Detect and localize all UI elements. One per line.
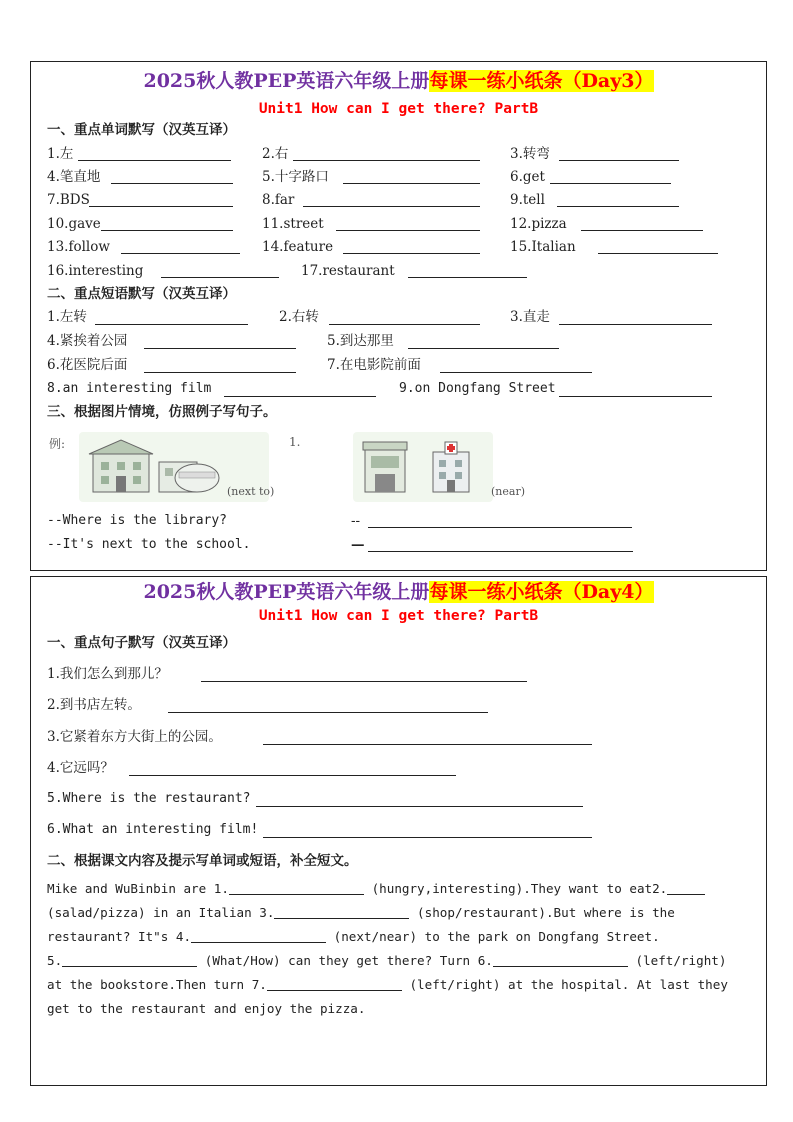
day4-section2-heading: 二、根据课文内容及提示写单词或短语，补全短文。 [47, 853, 358, 869]
day3-subtitle: Unit1 How can I get there? PartB [258, 101, 539, 117]
answer-blank[interactable] [303, 206, 480, 207]
day3-section2-heading: 二、重点短语默写（汉英互译） [47, 286, 236, 302]
word-item: 1.左 [47, 146, 74, 162]
answer-blank[interactable] [263, 837, 592, 838]
answer-blank[interactable] [144, 348, 296, 349]
sentence-item: 2.到书店左转。 [47, 697, 141, 713]
phrase-item: 4.紧挨着公园 [47, 333, 128, 349]
answer-blank[interactable] [559, 160, 679, 161]
word-item: 10.gave [47, 216, 101, 232]
day3-worksheet [30, 61, 767, 571]
word-item: 8.far [262, 192, 295, 208]
phrase-item: 7.在电影院前面 [327, 357, 421, 373]
word-item: 7.BDS [47, 192, 90, 208]
answer-prefix: — [351, 537, 365, 553]
word-item: 3.转弯 [510, 146, 550, 162]
answer-blank[interactable] [550, 183, 671, 184]
word-item: 2.右 [262, 146, 289, 162]
word-item: 4.笔直地 [47, 169, 101, 185]
day4-worksheet [30, 576, 767, 1086]
example-label: 例: [49, 437, 66, 451]
day3-title: 2025秋人教PEP英语六年级上册每课一练小纸条（Day3） [143, 70, 654, 92]
cloze-line-5: at the bookstore.Then turn 7. (left/right) at the hospital. At last they [47, 977, 728, 992]
answer-blank[interactable] [201, 681, 527, 682]
answer-blank[interactable] [581, 230, 703, 231]
cloze-passage [47, 877, 728, 1021]
cloze-line-3: restaurant? It"s 4. (next/near) to the park on Dongfang Street. [47, 929, 660, 944]
cloze-blank-2[interactable] [667, 894, 705, 895]
sentence-item: 6.What an interesting film! [47, 822, 259, 837]
example-question: --Where is the library? [47, 513, 228, 528]
word-item: 15.Italian [510, 239, 576, 255]
day4-section1-heading: 一、重点句子默写（汉英互译） [47, 635, 236, 651]
day4-subtitle: Unit1 How can I get there? PartB [258, 608, 539, 624]
phrase-item: 3.直走 [510, 309, 550, 325]
cloze-line-4: 5. (What/How) can they get there? Turn 6. (left/right) [47, 953, 727, 968]
sentence-item: 1.我们怎么到那儿？ [47, 666, 168, 682]
word-item: 5.十字路口 [262, 169, 329, 185]
question1-label: 1. [289, 435, 301, 449]
cloze-blank-4[interactable] [191, 942, 326, 943]
word-item: 12.pizza [510, 216, 567, 232]
question1-caption: (near) [491, 485, 525, 498]
shop-hospital-icon [353, 432, 493, 502]
cloze-blank-5[interactable] [62, 966, 197, 967]
answer-blank[interactable] [559, 396, 712, 397]
word-item: 14.feature [262, 239, 334, 255]
answer-blank[interactable] [78, 160, 231, 161]
example-caption: (next to) [227, 485, 275, 498]
answer-blank[interactable] [343, 183, 480, 184]
word-item: 16.interesting [47, 263, 144, 279]
answer-blank[interactable] [368, 527, 632, 528]
answer-blank[interactable] [121, 253, 240, 254]
cloze-line-1: Mike and WuBinbin are 1. (hungry,interesting).They want to eat2. [47, 877, 728, 901]
answer-blank[interactable] [263, 744, 592, 745]
word-item: 9.tell [510, 192, 545, 208]
answer-blank[interactable] [329, 324, 480, 325]
answer-blank[interactable] [111, 183, 233, 184]
question1-picture [353, 432, 493, 502]
answer-blank[interactable] [161, 277, 279, 278]
cloze-blank-3[interactable] [274, 918, 409, 919]
answer-blank[interactable] [408, 277, 527, 278]
cloze-blank-1[interactable] [229, 894, 364, 895]
cloze-line-2: (salad/pizza) in an Italian 3. (shop/restaurant).But where is the [47, 905, 675, 920]
word-item: 13.follow [47, 239, 110, 255]
answer-blank[interactable] [440, 372, 592, 373]
sentence-item: 5.Where is the restaurant? [47, 791, 251, 806]
phrase-item: 1.左转 [47, 309, 87, 325]
answer-prefix: -- [351, 513, 361, 529]
answer-blank[interactable] [168, 712, 488, 713]
word-item: 11.street [262, 216, 324, 232]
cloze-line-6: get to the restaurant and enjoy the pizza. [47, 1001, 366, 1016]
sentence-item: 4.它远吗？ [47, 760, 114, 776]
answer-blank[interactable] [408, 348, 559, 349]
answer-blank[interactable] [89, 206, 233, 207]
answer-blank[interactable] [256, 806, 583, 807]
sentence-item: 3.它紧着东方大街上的公园。 [47, 729, 222, 745]
answer-blank[interactable] [101, 230, 233, 231]
phrase-item: 2.右转 [279, 309, 319, 325]
answer-blank[interactable] [557, 206, 679, 207]
phrase-item: 9.on Dongfang Street [399, 381, 556, 396]
example-answer: --It's next to the school. [47, 537, 251, 552]
answer-blank[interactable] [368, 551, 633, 552]
day3-section1-heading: 一、重点单词默写（汉英互译） [47, 122, 236, 138]
answer-blank[interactable] [95, 324, 248, 325]
answer-blank[interactable] [144, 372, 296, 373]
answer-blank[interactable] [336, 230, 480, 231]
phrase-item: 8.an interesting film [47, 381, 212, 396]
answer-blank[interactable] [559, 324, 712, 325]
phrase-item: 5.到达那里 [327, 333, 394, 349]
day3-section3-heading: 三、根据图片情境，仿照例子写句子。 [47, 404, 277, 420]
answer-blank[interactable] [598, 253, 718, 254]
answer-blank[interactable] [293, 160, 480, 161]
answer-blank[interactable] [129, 775, 456, 776]
cloze-blank-7[interactable] [267, 990, 402, 991]
word-item: 6.get [510, 169, 545, 185]
cloze-blank-6[interactable] [493, 966, 628, 967]
phrase-item: 6.花医院后面 [47, 357, 128, 373]
answer-blank[interactable] [343, 253, 480, 254]
answer-blank[interactable] [224, 396, 376, 397]
day4-title: 2025秋人教PEP英语六年级上册每课一练小纸条（Day4） [143, 581, 654, 603]
word-item: 17.restaurant [301, 263, 395, 279]
